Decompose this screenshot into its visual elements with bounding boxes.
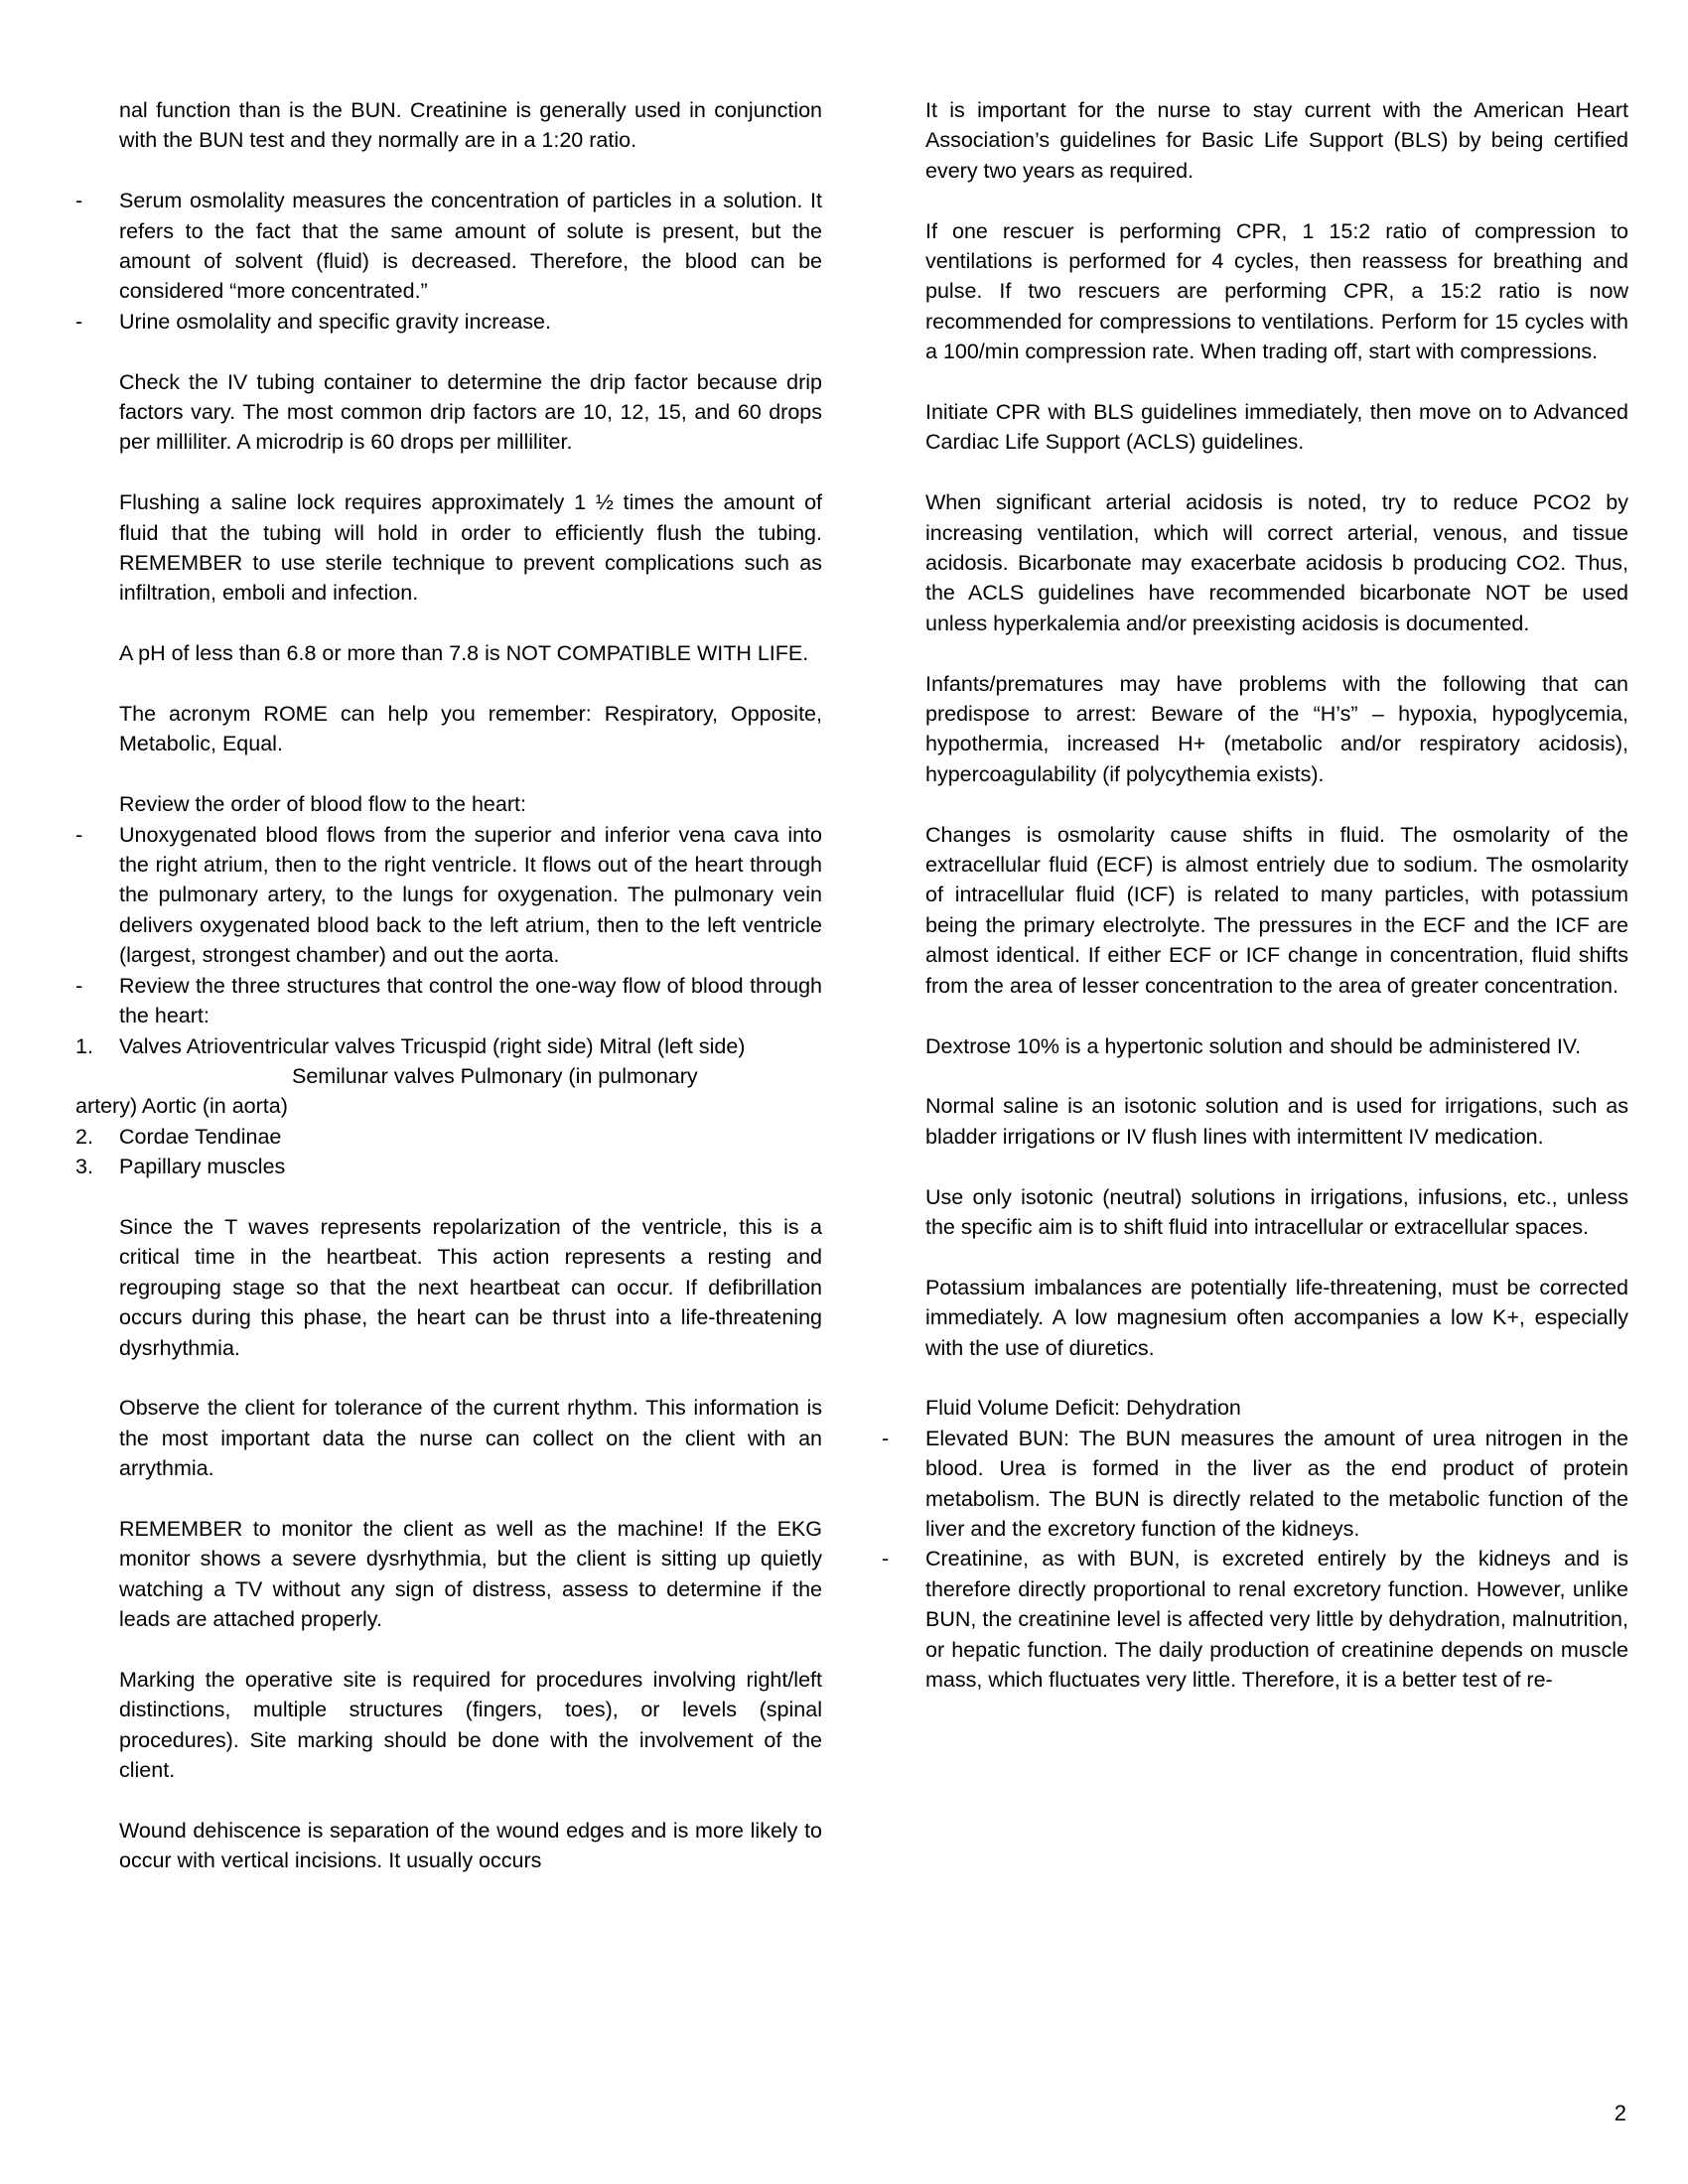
body-paragraph: Fluid Volume Deficit: Dehydration bbox=[925, 1396, 1241, 1421]
body-paragraph: Changes is osmolarity cause shifts in fluid. The osmolarity of the extracellular fluid (ECF) is almost entriely due to sodium. The osmolarity of intracellular fluid (ICF) is related to many particles, with potassium being the primary electrolyte. The pressures in the ECF and the ICF are almost identical. If either ECF or ICF change in concentration, fluid shifts from the area of lesser concentration to the area of greater concentration. bbox=[925, 822, 1628, 998]
numbered-item-text: Valves Atrioventricular valves Tricuspid (right side) Mitral (left side) bbox=[119, 1033, 746, 1058]
body-paragraph: Review the order of blood flow to the heart: bbox=[119, 792, 526, 817]
left-text-column bbox=[75, 95, 822, 1906]
list-number-marker: 1. bbox=[75, 1033, 93, 1058]
bullet-item-text: Review the three structures that control the one-way flow of blood through the heart: bbox=[119, 973, 822, 1028]
numbered-item-text: Papillary muscles bbox=[119, 1155, 286, 1179]
indented-continuation-line: Semilunar valves Pulmonary (in pulmonary bbox=[292, 1063, 698, 1088]
body-paragraph: When significant arterial acidosis is noted, try to reduce PCO2 by increasing ventilation, which will correct arterial, venous, and tissue acidosis. Bicarbonate may exacerbate acidosis b producing CO2. Thus, the ACLS guidelines have recommended bicarbonate NOT be used unless hyperkalemia and/or preexisting acidosis is documented. bbox=[925, 490, 1628, 635]
body-paragraph: Dextrose 10% is a hypertonic solution and should be administered IV. bbox=[925, 1033, 1582, 1058]
numbered-list-item bbox=[75, 1152, 822, 1181]
bullet-item-text: Urine osmolality and specific gravity increase. bbox=[119, 309, 551, 334]
body-paragraph: Wound dehiscence is separation of the wound edges and is more likely to occur with vertical incisions. It usually occurs bbox=[119, 1818, 822, 1873]
bullet-marker: - bbox=[882, 1547, 890, 1571]
list-number-marker: 2. bbox=[75, 1124, 93, 1149]
bullet-marker: - bbox=[882, 1426, 890, 1450]
page-number: 2 bbox=[1614, 2101, 1626, 2125]
body-paragraph: Normal saline is an isotonic solution and is used for irrigations, such as bladder irrigations or IV flush lines with intermittent IV medication. bbox=[925, 1094, 1628, 1149]
bullet-list-item bbox=[75, 971, 822, 1031]
numbered-list-item bbox=[75, 1031, 822, 1061]
body-paragraph: If one rescuer is performing CPR, 1 15:2 ratio of compression to ventilations is performed for 4 cycles, then reassess for breathing and pulse. If two rescuers are performing CPR, a 15:2 ratio is now recommended for compressions to ventilations. Perform for 15 cycles with a 100/min compression rate. When trading off, start with compressions. bbox=[925, 218, 1628, 364]
numbered-item-text: Cordae Tendinae bbox=[119, 1124, 282, 1149]
bullet-list-item bbox=[882, 1544, 1628, 1695]
body-paragraph: It is important for the nurse to stay current with the American Heart Association’s guidelines for Basic Life Support (BLS) by being certified every two years as required. bbox=[925, 98, 1628, 183]
body-paragraph: The acronym ROME can help you remember: Respiratory, Opposite, Metabolic, Equal. bbox=[119, 702, 822, 756]
bullet-list-item bbox=[75, 820, 822, 971]
body-paragraph: Check the IV tubing container to determine the drip factor because drip factors vary. The most common drip factors are 10, 12, 15, and 60 drops per milliliter. A microdrip is 60 drops per milliliter. bbox=[119, 369, 822, 455]
bullet-marker: - bbox=[75, 189, 83, 213]
bullet-marker: - bbox=[75, 309, 83, 334]
numbered-list-item bbox=[75, 1122, 822, 1152]
body-paragraph: Initiate CPR with BLS guidelines immediately, then move on to Advanced Cardiac Life Support (ACLS) guidelines. bbox=[925, 400, 1628, 455]
body-paragraph: Flushing a saline lock requires approximately 1 ½ times the amount of fluid that the tubing will hold in order to efficiently flush the tubing. REMEMBER to use sterile technique to prevent complications such as infiltration, emboli and infection. bbox=[119, 490, 822, 606]
bullet-item-text: Unoxygenated blood flows from the superior and inferior vena cava into the right atrium, then to the right ventricle. It flows out of the heart through the pulmonary artery, to the lungs for oxygenation. The pulmonary vein delivers oxygenated blood back to the left atrium, then to the left ventricle (largest, strongest chamber) and out the aorta. bbox=[119, 822, 822, 968]
body-paragraph: REMEMBER to monitor the client as well as the machine! If the EKG monitor shows a severe dysrhythmia, but the client is sitting up quietly watching a TV without any sign of distress, assess to determine if the leads are attached properly. bbox=[119, 1516, 822, 1632]
body-paragraph: Use only isotonic (neutral) solutions in irrigations, infusions, etc., unless the specific aim is to shift fluid into intracellular or extracellular spaces. bbox=[925, 1184, 1628, 1239]
right-text-column bbox=[882, 95, 1628, 1906]
body-paragraph: Marking the operative site is required for procedures involving right/left distinctions, multiple structures (fingers, toes), or levels (spinal procedures). Site marking should be done with the involvement of the client. bbox=[119, 1667, 822, 1783]
bullet-marker: - bbox=[75, 822, 83, 847]
bullet-item-text: Elevated BUN: The BUN measures the amount of urea nitrogen in the blood. Urea is formed in the liver as the end product of protein metabolism. The BUN is directly related to the metabolic function of the liver and the excretory function of the kidneys. bbox=[925, 1426, 1628, 1541]
bullet-list-item bbox=[75, 186, 822, 307]
bullet-list-item bbox=[75, 307, 822, 337]
body-paragraph: Potassium imbalances are potentially life-threatening, must be corrected immediately. A low magnesium often accompanies a low K+, especially with the use of diuretics. bbox=[925, 1275, 1628, 1360]
bullet-item-text: Serum osmolality measures the concentration of particles in a solution. It refers to the fact that the same amount of solute is present, but the amount of solvent (fluid) is decreased. Therefore, the blood can be considered “more concentrated.” bbox=[119, 189, 822, 304]
body-paragraph: nal function than is the BUN. Creatinine is generally used in conjunction with the BUN test and they normally are in a 1:20 ratio. bbox=[119, 98, 822, 153]
body-paragraph: Infants/prematures may have problems with the following that can predispose to arrest: Beware of the “H’s” – hypoxia, hypoglycemia, hypothermia, increased H+ (metabolic and/or respiratory acidosis), hypercoagulability (if polycythemia exists). bbox=[925, 671, 1628, 786]
bullet-item-text: Creatinine, as with BUN, is excreted entirely by the kidneys and is therefore directly proportional to renal excretory function. However, unlike BUN, the creatinine level is affected very little by dehydration, malnutrition, or hepatic function. The daily production of creatinine depends on muscle mass, which fluctuates very little. Therefore, it is a better test of re- bbox=[925, 1547, 1628, 1692]
list-number-marker: 3. bbox=[75, 1155, 93, 1179]
two-column-body bbox=[75, 95, 1628, 1906]
bullet-list-item bbox=[882, 1424, 1628, 1545]
bullet-marker: - bbox=[75, 973, 83, 998]
flush-left-line: artery) Aortic (in aorta) bbox=[75, 1094, 288, 1119]
body-paragraph: A pH of less than 6.8 or more than 7.8 is NOT COMPATIBLE WITH LIFE. bbox=[119, 641, 809, 666]
body-paragraph: Since the T waves represents repolarization of the ventricle, this is a critical time in the heartbeat. This action represents a resting and regrouping stage so that the next heartbeat can occur. If defibrillation occurs during this phase, the heart can be thrust into a life-threatening dysrhythmia. bbox=[119, 1214, 822, 1360]
body-paragraph: Observe the client for tolerance of the current rhythm. This information is the most important data the nurse can collect on the client with an arrythmia. bbox=[119, 1396, 822, 1481]
